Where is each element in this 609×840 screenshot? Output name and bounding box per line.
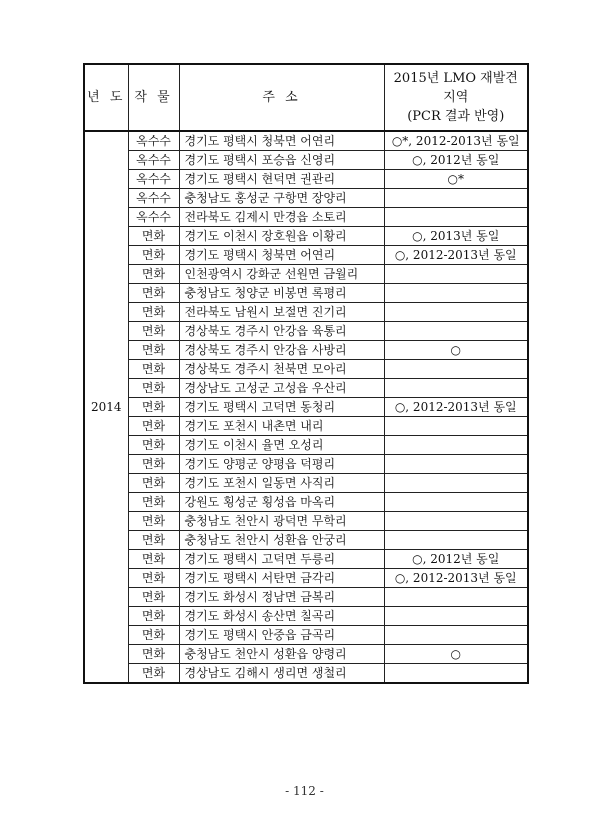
address-cell: 경기도 이천시 장호원읍 이황리	[179, 227, 384, 246]
result-cell: ○*, 2012-2013년 동일	[384, 131, 528, 151]
address-cell: 경기도 평택시 현덕면 권관리	[179, 170, 384, 189]
crop-cell: 면화	[128, 360, 179, 379]
address-cell: 경기도 포천시 내촌면 내리	[179, 417, 384, 436]
table-row	[84, 208, 528, 227]
table-row	[84, 398, 528, 417]
address-cell: 경기도 포천시 일동면 사직리	[179, 474, 384, 493]
header-result-line3: (PCR 결과 반영)	[407, 109, 505, 124]
crop-cell: 옥수수	[128, 131, 179, 151]
result-cell: ○, 2012년 동일	[384, 550, 528, 569]
crop-cell: 면화	[128, 512, 179, 531]
address-cell: 경기도 평택시 청북면 어연리	[179, 131, 384, 151]
page-number: - 112 -	[285, 784, 324, 798]
crop-cell: 면화	[128, 265, 179, 284]
address-cell: 경기도 화성시 정남면 금복리	[179, 588, 384, 607]
crop-cell: 옥수수	[128, 189, 179, 208]
table-row	[84, 303, 528, 322]
crop-cell: 면화	[128, 607, 179, 626]
result-cell	[384, 607, 528, 626]
result-cell: ○, 2012-2013년 동일	[384, 569, 528, 588]
header-crop: 작 물	[128, 64, 179, 131]
result-cell	[384, 322, 528, 341]
table-row	[84, 474, 528, 493]
address-cell: 경기도 화성시 송산면 칠곡리	[179, 607, 384, 626]
result-cell: ○*	[384, 170, 528, 189]
table-row	[84, 265, 528, 284]
crop-cell: 면화	[128, 664, 179, 684]
address-cell: 경상남도 고성군 고성읍 우산리	[179, 379, 384, 398]
table-row	[84, 493, 528, 512]
crop-cell: 면화	[128, 474, 179, 493]
result-cell: ○, 2012년 동일	[384, 151, 528, 170]
result-cell	[384, 664, 528, 684]
crop-cell: 면화	[128, 303, 179, 322]
result-cell	[384, 436, 528, 455]
table-row	[84, 322, 528, 341]
table-row	[84, 569, 528, 588]
crop-cell: 면화	[128, 284, 179, 303]
address-cell: 강원도 횡성군 횡성읍 마옥리	[179, 493, 384, 512]
crop-cell: 면화	[128, 569, 179, 588]
result-cell: ○	[384, 341, 528, 360]
crop-cell: 면화	[128, 588, 179, 607]
address-cell: 경상북도 경주시 천북면 모아리	[179, 360, 384, 379]
address-cell: 경기도 평택시 서탄면 금각리	[179, 569, 384, 588]
address-cell: 경상남도 김해시 생리면 생철리	[179, 664, 384, 684]
crop-cell: 면화	[128, 531, 179, 550]
address-cell: 경기도 평택시 포승읍 신영리	[179, 151, 384, 170]
address-cell: 충청남도 천안시 성환읍 안궁리	[179, 531, 384, 550]
crop-cell: 면화	[128, 398, 179, 417]
result-cell	[384, 379, 528, 398]
table-row	[84, 246, 528, 265]
table-row	[84, 360, 528, 379]
result-cell	[384, 417, 528, 436]
address-cell: 경기도 평택시 고덕면 동청리	[179, 398, 384, 417]
address-cell: 경기도 양평군 양평읍 덕평리	[179, 455, 384, 474]
header-address: 주 소	[179, 64, 384, 131]
table-row	[84, 227, 528, 246]
crop-cell: 면화	[128, 417, 179, 436]
result-cell	[384, 265, 528, 284]
crop-cell: 면화	[128, 341, 179, 360]
result-cell	[384, 455, 528, 474]
result-cell	[384, 208, 528, 227]
result-cell: ○, 2012-2013년 동일	[384, 398, 528, 417]
table-row	[84, 531, 528, 550]
table-header	[84, 64, 528, 131]
address-cell: 전라북도 김제시 만경읍 소토리	[179, 208, 384, 227]
address-cell: 충청남도 천안시 광덕면 무학리	[179, 512, 384, 531]
table-row	[84, 379, 528, 398]
lmo-table	[83, 63, 529, 684]
result-cell	[384, 588, 528, 607]
crop-cell: 면화	[128, 246, 179, 265]
result-cell: ○, 2012-2013년 동일	[384, 246, 528, 265]
crop-cell: 면화	[128, 626, 179, 645]
crop-cell: 면화	[128, 493, 179, 512]
result-cell	[384, 303, 528, 322]
table-row	[84, 131, 528, 151]
table-row	[84, 170, 528, 189]
table-row	[84, 189, 528, 208]
table-row	[84, 512, 528, 531]
address-cell: 전라북도 남원시 보절면 진기리	[179, 303, 384, 322]
header-result-line1: 2015년 LMO 재발견	[393, 71, 518, 86]
table-row	[84, 664, 528, 684]
crop-cell: 면화	[128, 322, 179, 341]
address-cell: 경상북도 경주시 안강읍 육통리	[179, 322, 384, 341]
address-cell: 인천광역시 강화군 선원면 금월리	[179, 265, 384, 284]
crop-cell: 면화	[128, 379, 179, 398]
table-body	[84, 131, 528, 683]
year-cell: 2014	[84, 131, 128, 683]
address-cell: 충청남도 천안시 성환읍 양령리	[179, 645, 384, 664]
result-cell	[384, 531, 528, 550]
address-cell: 경기도 평택시 고덕면 두릉리	[179, 550, 384, 569]
result-cell	[384, 626, 528, 645]
table-row	[84, 588, 528, 607]
table-row	[84, 436, 528, 455]
crop-cell: 옥수수	[128, 170, 179, 189]
table-row	[84, 607, 528, 626]
header-year: 년 도	[84, 64, 128, 131]
address-cell: 충청남도 홍성군 구항면 장양리	[179, 189, 384, 208]
crop-cell: 면화	[128, 227, 179, 246]
result-cell	[384, 360, 528, 379]
address-cell: 충청남도 청양군 비봉면 록평리	[179, 284, 384, 303]
crop-cell: 옥수수	[128, 208, 179, 227]
table-row	[84, 417, 528, 436]
crop-cell: 면화	[128, 436, 179, 455]
table-row	[84, 645, 528, 664]
result-cell	[384, 189, 528, 208]
crop-cell: 면화	[128, 645, 179, 664]
address-cell: 경상북도 경주시 안강읍 사방리	[179, 341, 384, 360]
crop-cell: 면화	[128, 550, 179, 569]
result-cell	[384, 474, 528, 493]
result-cell: ○, 2013년 동일	[384, 227, 528, 246]
address-cell: 경기도 이천시 율면 오성리	[179, 436, 384, 455]
result-cell	[384, 512, 528, 531]
header-result	[384, 64, 528, 131]
result-cell: ○	[384, 645, 528, 664]
address-cell: 경기도 평택시 안중읍 금곡리	[179, 626, 384, 645]
crop-cell: 면화	[128, 455, 179, 474]
result-cell	[384, 284, 528, 303]
table-row	[84, 455, 528, 474]
table-row	[84, 151, 528, 170]
result-cell	[384, 493, 528, 512]
header-result-line2: 지역	[443, 90, 469, 105]
crop-cell: 옥수수	[128, 151, 179, 170]
table-row	[84, 341, 528, 360]
table-row	[84, 284, 528, 303]
table-row	[84, 626, 528, 645]
address-cell: 경기도 평택시 청북면 어연리	[179, 246, 384, 265]
table-row	[84, 550, 528, 569]
